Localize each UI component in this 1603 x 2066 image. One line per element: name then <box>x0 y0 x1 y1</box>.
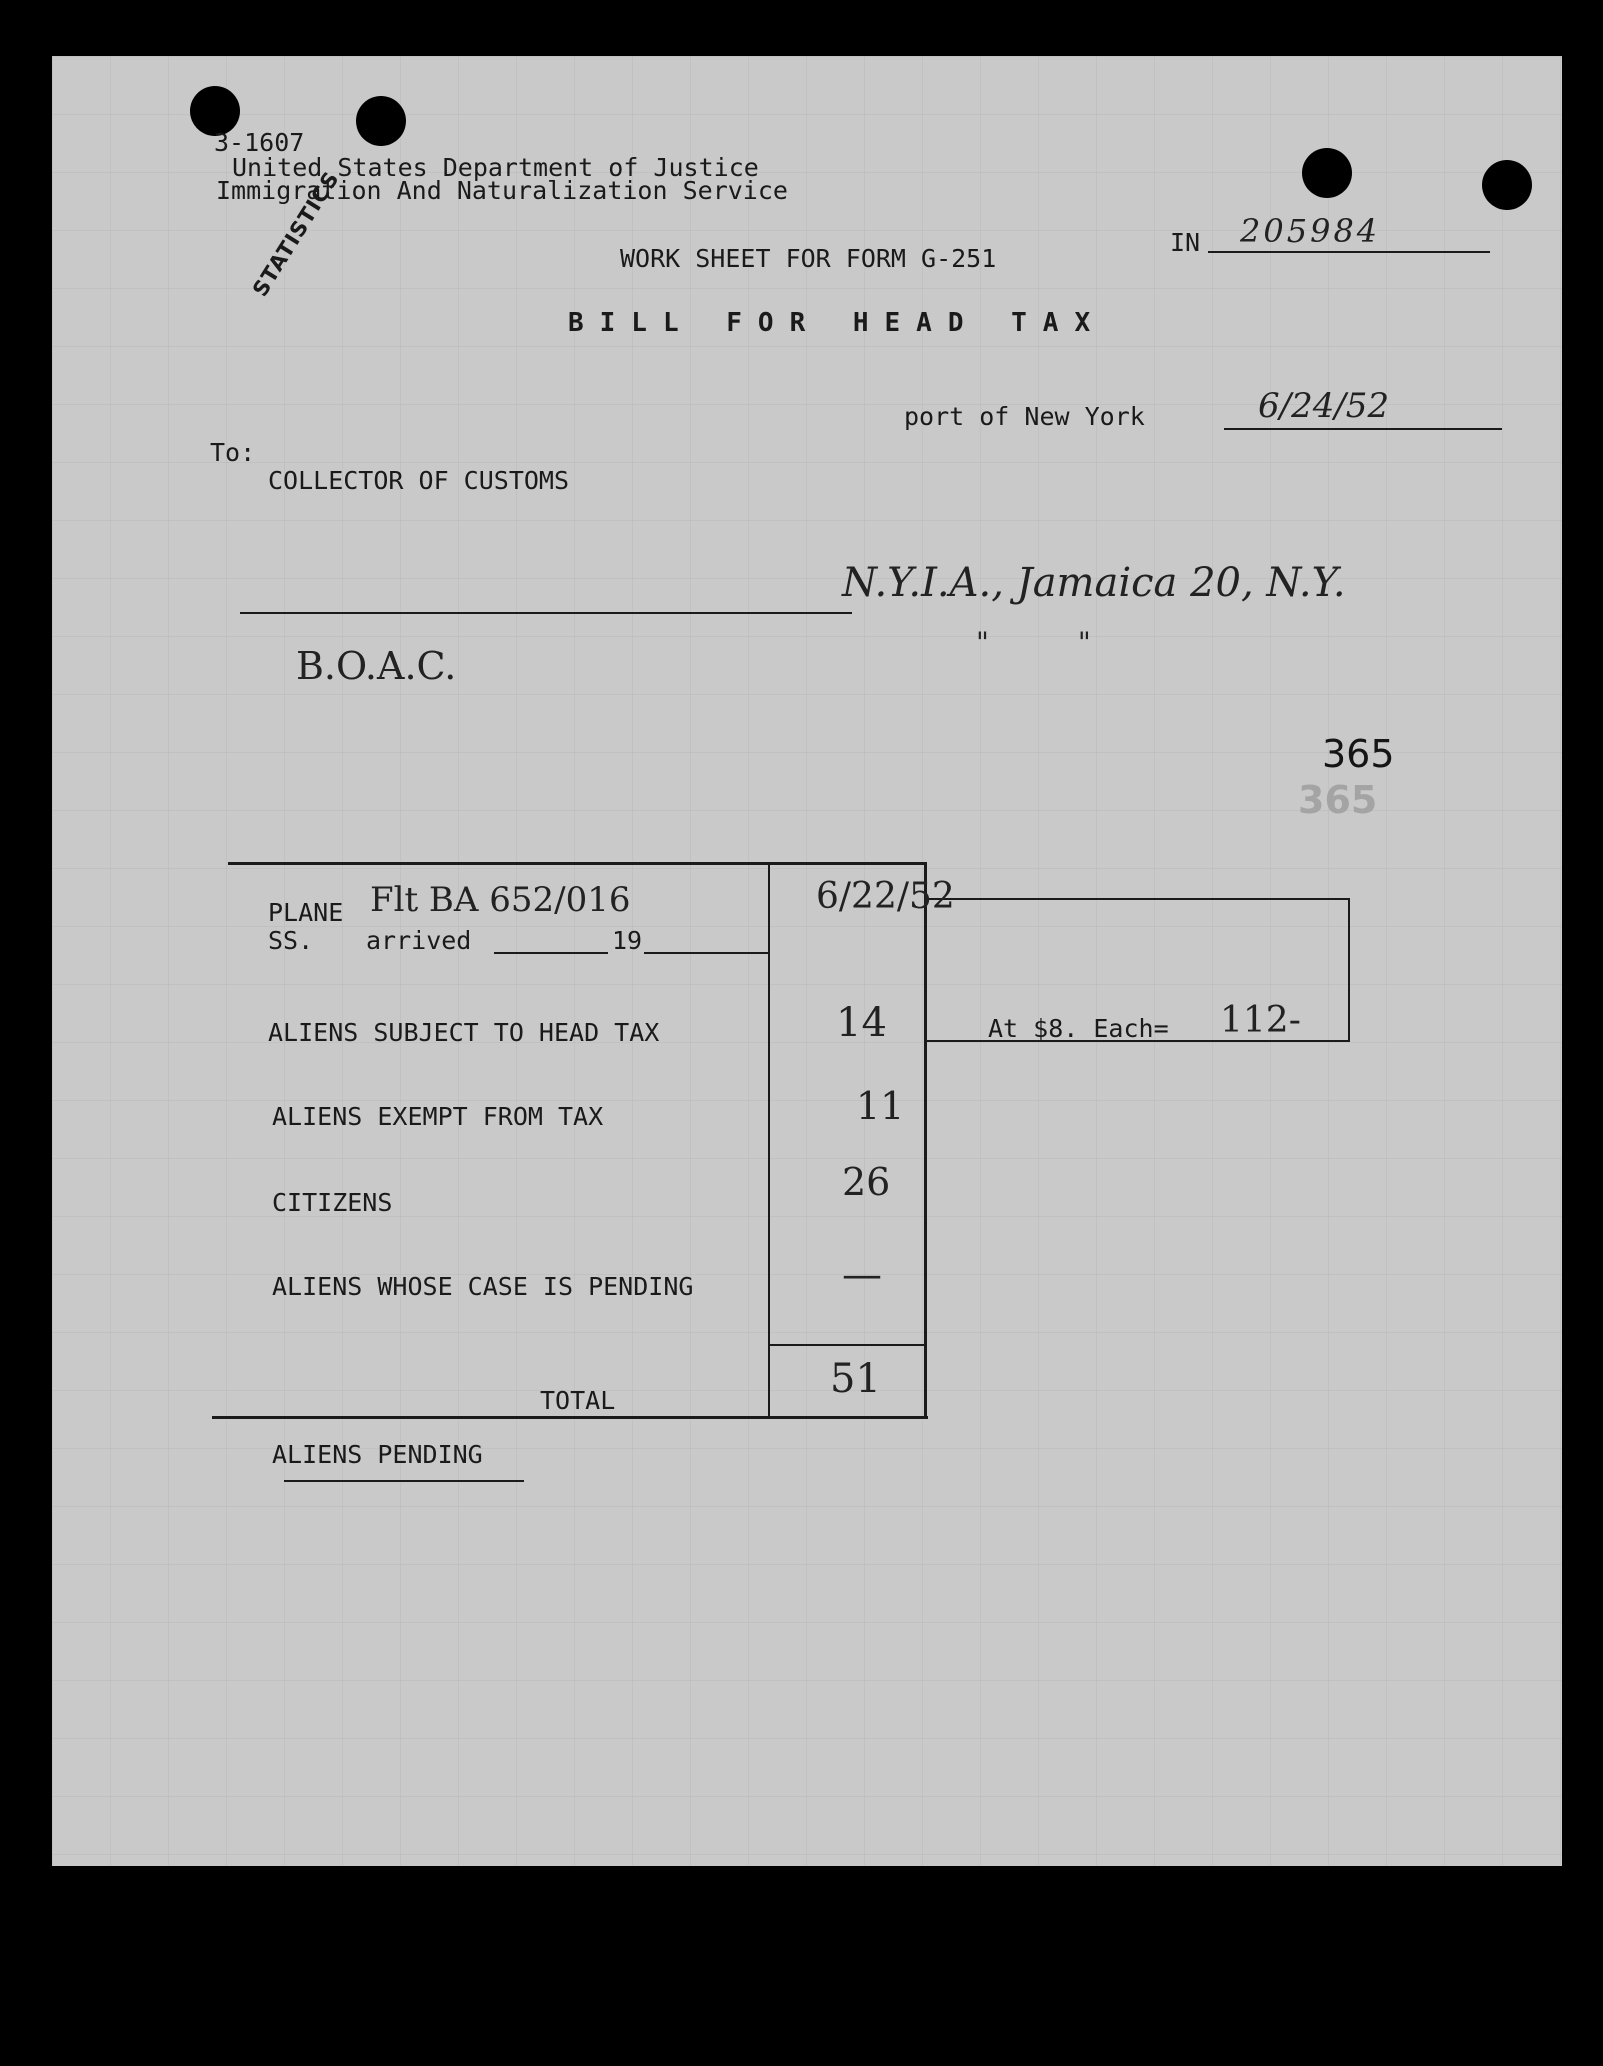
department-line: United States Department of Justice <box>232 153 759 182</box>
punch-hole <box>1302 148 1352 198</box>
statistics-stamp: STATISTICS <box>248 166 345 301</box>
total-label: TOTAL <box>540 1386 616 1415</box>
rate-box-top <box>926 898 1350 900</box>
row-value-subject-to-tax: 14 <box>836 1000 887 1046</box>
table-right-border <box>924 862 927 1418</box>
handwritten-arrival-date: 6/22/52 <box>816 876 955 917</box>
bill-title: BILL FOR HEAD TAX <box>568 308 1107 338</box>
stamp-number: 365 <box>1322 732 1395 776</box>
to-label: To: <box>210 438 256 467</box>
aliens-pending-label: ALIENS PENDING <box>272 1440 483 1469</box>
row-label-exempt: ALIENS EXEMPT FROM TAX <box>272 1102 604 1131</box>
row-label-citizens: CITIZENS <box>272 1188 393 1217</box>
ditto-marks: " " <box>976 626 1091 659</box>
row-label-subject-to-tax: ALIENS SUBJECT TO HEAD TAX <box>268 1018 660 1047</box>
handwritten-flight: Flt BA 652/016 <box>370 880 631 920</box>
row-value-exempt: 11 <box>856 1084 905 1128</box>
punch-hole <box>356 96 406 146</box>
row-value-citizens: 26 <box>842 1160 891 1204</box>
year-prefix: 19 <box>612 926 643 955</box>
rate-box-right <box>1348 898 1350 1042</box>
in-number: 205984 <box>1240 212 1381 250</box>
rate-text: At $8. Each= <box>988 1014 1169 1043</box>
in-underline <box>1208 251 1490 253</box>
handwritten-address: N.Y.I.A., Jamaica 20, N.Y. <box>842 560 1346 606</box>
address-line <box>240 612 852 614</box>
document-page <box>52 56 1562 1866</box>
port-date-underline <box>1224 428 1502 430</box>
rate-amount: 112- <box>1220 1000 1301 1041</box>
row-label-pending: ALIENS WHOSE CASE IS PENDING <box>272 1272 694 1301</box>
table-top-border <box>228 862 926 865</box>
worksheet-title: WORK SHEET FOR FORM G-251 <box>620 244 997 273</box>
plane-label: PLANE <box>268 898 344 927</box>
aliens-pending-underline <box>284 1480 524 1482</box>
total-cell-top <box>768 1344 926 1346</box>
table-bottom-border <box>212 1416 928 1419</box>
row-value-pending: — <box>842 1252 882 1298</box>
year-underline <box>644 952 768 954</box>
punch-hole <box>1482 160 1532 210</box>
arrived-underline <box>494 952 608 954</box>
table-divider <box>768 862 770 1418</box>
stamp-number-faded: 365 <box>1298 778 1378 822</box>
service-line: Immigration And Naturalization Service <box>216 176 788 205</box>
port-label: port of New York <box>904 402 1145 431</box>
ss-label: SS. <box>268 926 314 955</box>
form-number: 3-1607 <box>214 128 305 157</box>
handwritten-carrier: B.O.A.C. <box>296 644 457 688</box>
arrived-label: arrived <box>366 926 472 955</box>
port-date: 6/24/52 <box>1258 386 1390 426</box>
collector-of-customs: COLLECTOR OF CUSTOMS <box>268 466 570 495</box>
in-label: IN <box>1170 228 1201 257</box>
total-value: 51 <box>830 1356 881 1402</box>
